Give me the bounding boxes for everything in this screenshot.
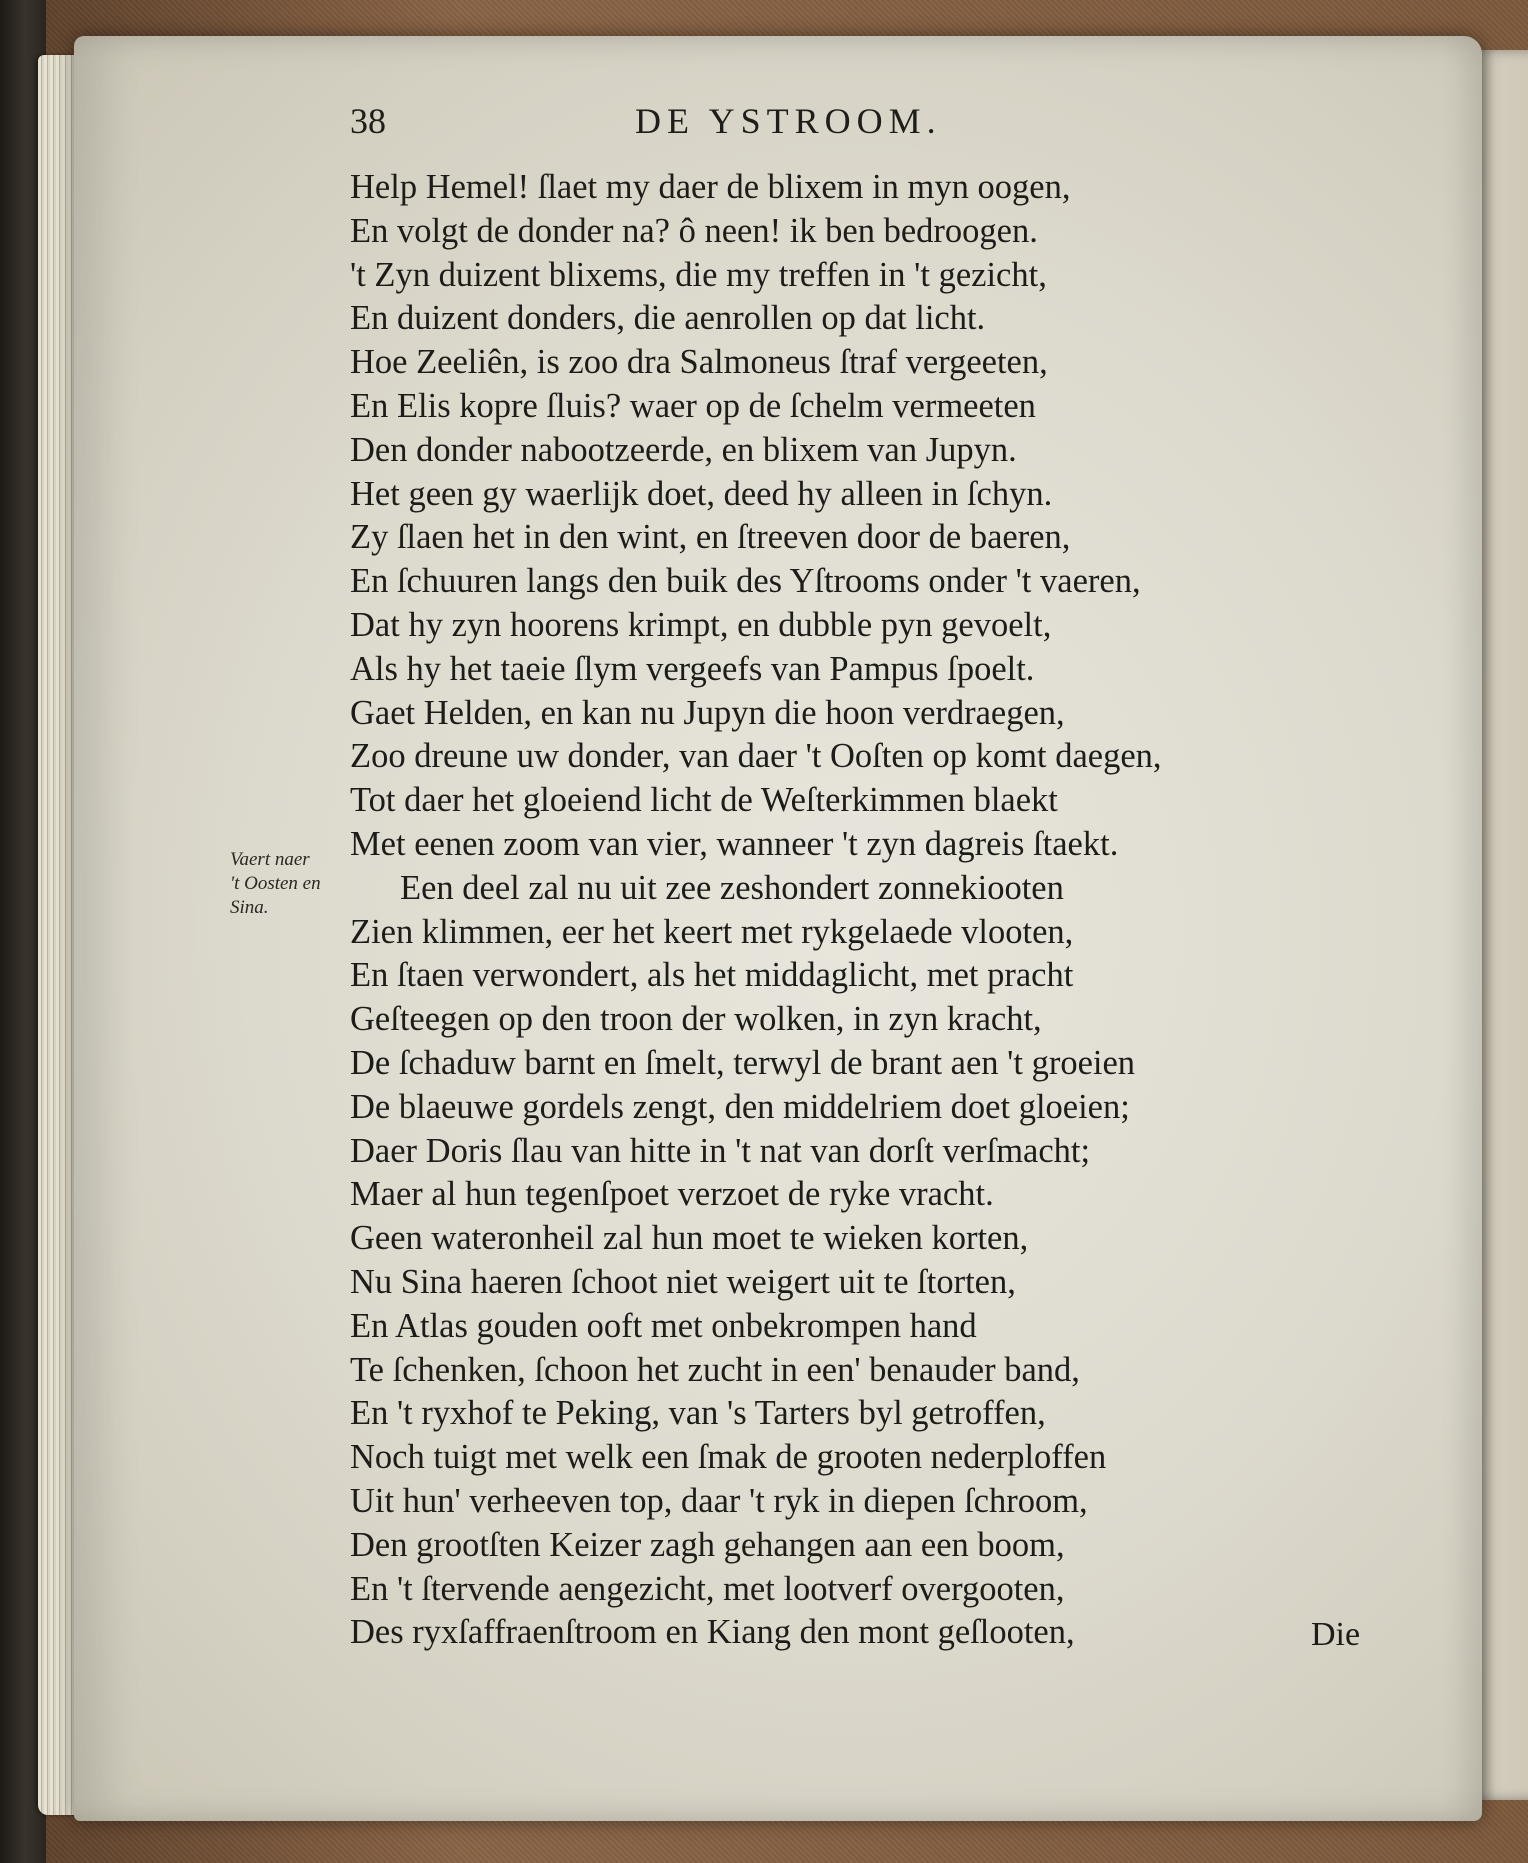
verse-line: De blaeuwe gordels zengt, den middelriem doet gloeien; — [350, 1087, 1130, 1126]
verse-line: Geen wateronheil zal hun moet te wieken korten, — [350, 1219, 1029, 1258]
verse-line: En 't ryxhof te Peking, van 's Tarters byl getroffen, — [350, 1394, 1046, 1433]
verse-line: Gaet Helden, en kan nu Jupyn die hoon verdraegen, — [350, 693, 1065, 732]
verse-line: Met eenen zoom van vier, wanneer 't zyn dagreis ſtaekt. — [350, 824, 1119, 863]
verse-line: Noch tuigt met welk een ſmak de grooten nederploffen — [350, 1438, 1107, 1477]
verse-line: Te ſchenken, ſchoon het zucht in een' benauder band, — [350, 1350, 1080, 1389]
verse-line: Nu Sina haeren ſchoot niet weigert uit te ſtorten, — [350, 1262, 1016, 1301]
verse-line: Tot daer het gloeiend licht de Weſterkimmen blaekt — [350, 781, 1058, 820]
verse-line: Dat hy zyn hoorens krimpt, en dubble pyn gevoelt, — [350, 605, 1052, 644]
page-header — [350, 100, 1120, 152]
running-title: DE YSTROOM. — [635, 101, 942, 141]
verse-line: En 't ſtervende aengezicht, met lootverf overgooten, — [350, 1569, 1065, 1608]
verse-line: Daer Doris ſlau van hitte in 't nat van dorſt verſmacht; — [350, 1131, 1091, 1170]
verse-line: Des ryxſaffraenſtroom en Kiang den mont geſlooten, — [350, 1613, 1075, 1652]
verse-line: Den donder nabootzeerde, en blixem van Jupyn. — [350, 430, 1017, 469]
verse-block — [350, 166, 1350, 1655]
verse-line: Zoo dreune uw donder, van daer 't Ooſten op komt daegen, — [350, 737, 1162, 776]
verse-line: En Atlas gouden ooft met onbekrompen hand — [350, 1306, 977, 1345]
verse-line: Maer al hun tegenſpoet verzoet de ryke vracht. — [350, 1175, 994, 1214]
verse-line: Het geen gy waerlijk doet, deed hy alleen in ſchyn. — [350, 474, 1053, 513]
margin-note-line: Sina. — [230, 897, 269, 918]
margin-note-line: Vaert naer — [230, 849, 310, 870]
verse-line: Zy ſlaen het in den wint, en ſtreeven door de baeren, — [350, 518, 1071, 557]
margin-note-line: 't Oosten en — [230, 873, 321, 894]
verse-line: Een deel zal nu uit zee zeshondert zonnekiooten — [400, 868, 1064, 907]
verse-line: Help Hemel! ſlaet my daer de blixem in myn oogen, — [350, 168, 1071, 206]
verse-line: Hoe Zeeliên, is zoo dra Salmoneus ſtraf vergeeten, — [350, 343, 1048, 382]
verse-line: En Elis kopre ſluis? waer op de ſchelm vermeeten — [350, 386, 1036, 425]
verse-line: En duizent donders, die aenrollen op dat licht. — [350, 299, 986, 338]
verse-line: En volgt de donder na? ô neen! ik ben bedroogen. — [350, 211, 1038, 250]
verse-line: En ſtaen verwondert, als het middaglicht, met pracht — [350, 956, 1074, 995]
catchword: Die — [1311, 1616, 1361, 1653]
verse-line: Geſteegen op den troon der wolken, in zyn kracht, — [350, 1000, 1042, 1039]
verse-line: En ſchuuren langs den buik des Yſtrooms onder 't vaeren, — [350, 562, 1141, 601]
verse-line: De ſchaduw barnt en ſmelt, terwyl de brant aen 't groeien — [350, 1043, 1136, 1082]
page-number: 38 — [350, 101, 386, 141]
verse-line: 't Zyn duizent blixems, die my treffen in 't gezicht, — [350, 255, 1047, 294]
verse-line: Als hy het taeie ſlym vergeefs van Pampus ſpoelt. — [350, 649, 1035, 688]
margin-note — [230, 848, 350, 920]
verse-line: Uit hun' verheeven top, daar 't ryk in diepen ſchroom, — [350, 1481, 1088, 1520]
verse-line: Zien klimmen, eer het keert met rykgelaede vlooten, — [350, 912, 1074, 951]
verse-line: Den grootſten Keizer zagh gehangen aan een boom, — [350, 1525, 1065, 1564]
